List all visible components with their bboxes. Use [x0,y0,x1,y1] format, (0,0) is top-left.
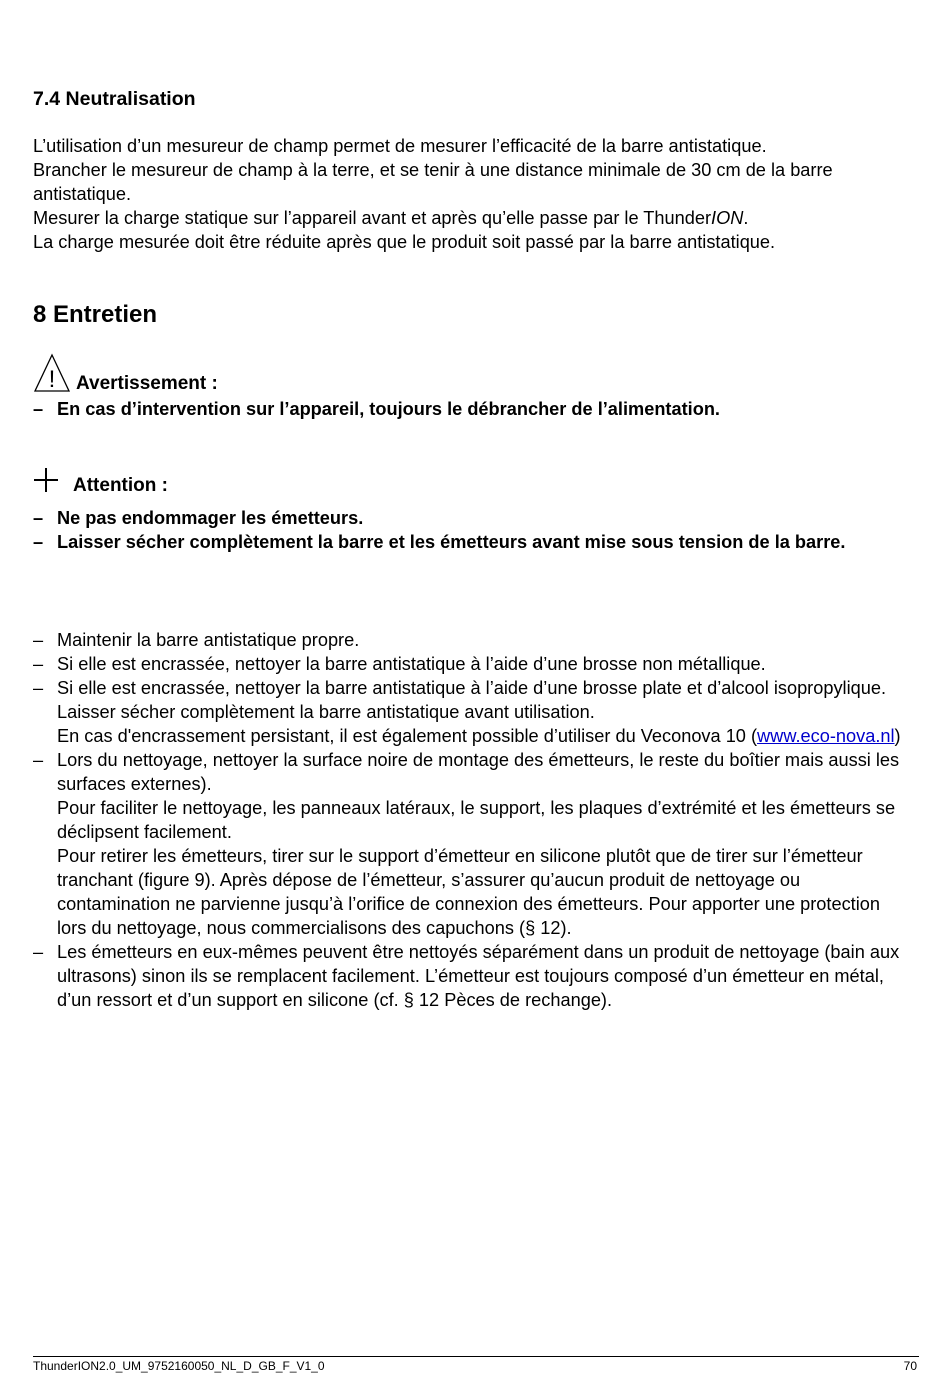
paragraph: L’utilisation d’un mesureur de champ permet de mesurer l’efficacité de la barre antistatique. [33,136,767,156]
paragraph [33,206,923,230]
warning-list-block [33,397,913,421]
list-item [33,676,908,748]
text: Mesurer la charge statique sur l’appareil avant et après qu’elle passe par le Thunder [33,208,712,228]
list-item-text: Pour retirer les émetteurs, tirer sur le support d’émetteur en silicone plutôt que de tirer sur l’émetteur tranchant (figure 9). Après dépose de l’émetteur, s’assurer qu’aucun produit de nettoyage ou contamination ne parvienne jusqu’à l’orifice de connexion des émetteurs. Pour apporter une protection lors du nettoyage, nous commercialisons des capuchons (§ 12). [57,846,880,938]
section-8-heading: 8 Entretien [33,301,158,328]
attention-list [33,506,913,554]
footer-page-number: 70 [903,1359,917,1373]
list-item-text: En cas d'encrassement persistant, il est également possible d’utiliser du Veconova 10 ( [57,726,758,746]
list-item-text: Laisser sécher complètement la barre et les émetteurs avant mise sous tension de la barre. [57,532,846,552]
dash-bullet: – [33,532,44,552]
maintenance-list [33,628,908,1012]
footer-divider [33,1356,919,1357]
section-7-4-heading: 7.4 Neutralisation [33,88,196,110]
list-item [33,397,913,421]
list-item [33,628,908,652]
list-item-text: Si elle est encrassée, nettoyer la barre antistatique à l’aide d’une brosse plate et d’alcool isopropylique. [57,678,887,698]
list-item-text: Lors du nettoyage, nettoyer la surface noire de montage des émetteurs, le reste du boîtier mais aussi les surfaces externes). [57,750,900,794]
italic-brand-text: ION [711,208,744,228]
section-7-4-body [33,134,923,254]
list-item-text: ) [894,726,901,746]
text: . [743,208,749,228]
list-item [33,506,913,530]
dash-bullet: – [33,630,44,650]
dash-bullet: – [33,654,44,674]
list-item-text: En cas d’intervention sur l’appareil, toujours le débrancher de l’alimentation. [57,399,720,419]
list-item-text: Ne pas endommager les émetteurs. [57,508,364,528]
paragraph: Brancher le mesureur de champ à la terre, et se tenir à une distance minimale de 30 cm de la barre antistatique. [33,160,833,204]
footer-document-id: ThunderION2.0_UM_9752160050_NL_D_GB_F_V1_0 [33,1359,325,1373]
list-item-text: Pour faciliter le nettoyage, les panneaux latéraux, le support, les plaques d’extrémité et les émetteurs se déclipsent facilement. [57,798,896,842]
attention-list-block [33,506,913,554]
list-item-text: Laisser sécher complètement la barre antistatique avant utilisation. [57,702,595,722]
eco-nova-link[interactable]: www.eco-nova.nl [757,726,895,746]
svg-text:!: ! [48,366,56,393]
list-item [33,748,908,940]
warning-list [33,397,913,421]
warning-title: Avertissement : [76,373,218,394]
plus-icon [33,467,59,493]
warning-triangle-icon [33,353,71,393]
paragraph: La charge mesurée doit être réduite après que le produit soit passé par la barre antistatique. [33,232,776,252]
dash-bullet: – [33,399,44,419]
list-item-text: Les émetteurs en eux-mêmes peuvent être nettoyés séparément dans un produit de nettoyage (bain aux ultrasons) sinon ils se remplacent facilement. L’émetteur est toujours composé d’un émetteur en métal, d’un ressort et d’un support en silicone (cf. § 12 Pèces de rechange). [57,942,900,1010]
list-item [33,530,913,554]
list-item-text: Si elle est encrassée, nettoyer la barre antistatique à l’aide d’une brosse non métallique. [57,654,766,674]
dash-bullet: – [33,678,44,698]
attention-title: Attention : [73,475,168,496]
maintenance-list-block [33,628,908,1012]
list-item-text: Maintenir la barre antistatique propre. [57,630,360,650]
dash-bullet: – [33,508,44,528]
dash-bullet: – [33,750,44,770]
list-item [33,652,908,676]
dash-bullet: – [33,942,44,962]
list-item [33,940,908,1012]
